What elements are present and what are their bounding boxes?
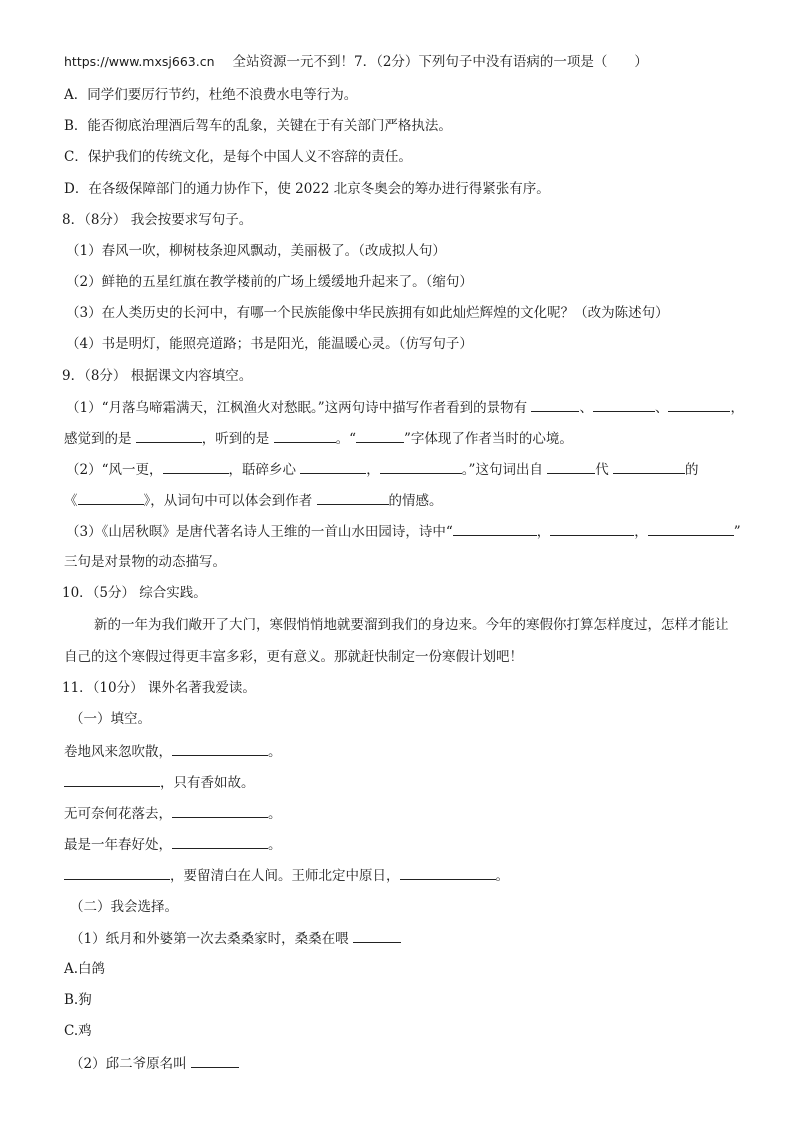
q9-text: 感觉到的是 [64,431,132,447]
answer-blank[interactable] [547,459,595,474]
choice-option-c[interactable]: C.鸡 [64,1023,92,1039]
q9-part2-line2 [64,490,754,511]
answer-blank[interactable] [613,459,685,474]
poem-text: ，要留清白在人间。王师北定中原日， [170,868,400,884]
q10-paragraph-line2: 自己的这个寒假过得更丰富多彩，更有意义。那就赶快制定一份寒假计划吧！ [64,649,523,665]
answer-blank[interactable] [453,521,537,536]
answer-blank[interactable] [353,928,401,943]
q11-section-fill: （一）填空。 [70,711,151,727]
choice-option-b[interactable]: B.狗 [64,992,92,1008]
q11-fill-4 [64,834,754,855]
q7-stem: 7．（2分）下列句子中没有语病的一项是（ ） [354,54,648,70]
q9-text: ，听到的是 [201,431,270,447]
poem-text: 最是一年春好处， [64,837,172,853]
q9-text: （3）《山居秋暝》是唐代著名诗人王维的一首山水田园诗，诗中“ [66,524,453,540]
q7-option-d: D．在各级保障部门的通力协作下，使 2022 北京冬奥会的筹办进行得紧张有序。 [64,181,550,197]
q9-text: 》，从词句中可以体会到作者 [143,493,313,509]
q7-option-c: C．保护我们的传统文化，是每个中国人义不容辞的责任。 [64,149,412,165]
answer-blank[interactable] [356,428,404,443]
answer-blank[interactable] [531,397,579,412]
q11-choice-2 [70,1053,754,1074]
choice-option-a[interactable]: A.白鸽 [64,961,106,977]
q9-text: 。“ [335,431,356,447]
q11-fill-1 [64,741,754,762]
q8-item-2: （2）鲜艳的五星红旗在教学楼前的广场上缓缓地升起来了。（缩句） [66,274,473,290]
period: 。 [268,837,282,853]
q8-item-3: （3）在人类历史的长河中，有哪一个民族能像中华民族拥有如此灿烂辉煌的文化呢？（改为陈述句） [66,305,669,321]
q9-text: ， [366,462,380,478]
choice-question: （2）邱二爷原名叫 [70,1056,187,1072]
poem-text: 无可奈何花落去， [64,806,172,822]
q10-paragraph-line1: 新的一年为我们敞开了大门，寒假悄悄地就要溜到我们的身边来。今年的寒假你打算怎样度过，怎样才能让 [94,617,729,633]
q7-option-b: B．能否彻底治理酒后驾车的乱象，关键在于有关部门严格执法。 [64,118,452,134]
q8-item-4: （4）书是明灯，能照亮道路；书是阳光，能温暖心灵。（仿写句子） [66,336,473,352]
q11-fill-3 [64,803,754,824]
poem-text: 卷地风来忽吹散， [64,744,172,760]
answer-blank[interactable] [172,834,268,849]
q10-stem: 10．（5分） 综合实践。 [62,585,207,601]
q9-stem: 9．（8分） 根据课文内容填空。 [62,368,253,384]
answer-blank[interactable] [191,1053,239,1068]
answer-blank[interactable] [64,865,170,880]
q9-part3-line1: （3）《山居秋暝》是唐代著名诗人王维的一首山水田园诗，诗中“ ， ， ” [66,521,754,542]
answer-blank[interactable] [668,397,730,412]
q9-text: ”字体现了作者当时的心境。 [404,431,573,447]
answer-blank[interactable] [64,772,160,787]
answer-blank[interactable] [300,459,366,474]
answer-blank[interactable] [380,459,462,474]
answer-blank[interactable] [274,428,336,443]
answer-blank[interactable] [550,521,634,536]
period: 。 [268,806,282,822]
period: 。 [495,868,509,884]
answer-blank[interactable] [648,521,734,536]
q9-part1-line1: （1）“月落乌啼霜满天，江枫渔火对愁眠。”这两句诗中描写作者看到的景物有 、 、 ， [66,397,754,418]
q9-text: ，聒碎乡心 [228,462,296,478]
q9-part3-line2: 三句是对景物的动态描写。 [64,554,226,570]
answer-blank[interactable] [317,490,389,505]
q9-text: 《 [64,493,78,509]
q11-section-choice: （二）我会选择。 [70,899,178,915]
site-url[interactable]: https://www.mxsj663.cn [64,54,215,69]
period: 。 [268,744,282,760]
answer-blank[interactable] [400,865,496,880]
q9-text: 代 [595,462,609,478]
q9-text: 的 [685,462,699,478]
answer-blank[interactable] [136,428,202,443]
q11-fill-5 [64,865,754,886]
poem-text: ，只有香如故。 [160,775,255,791]
q9-text: （2）“风一更， [66,462,163,478]
q9-part1-line2 [64,428,754,449]
q8-item-1: （1）春风一吹，柳树枝条迎风飘动，美丽极了。（改成拟人句） [66,243,446,259]
site-slogan: 全站资源一元不到！ [232,54,354,70]
answer-blank[interactable] [163,459,229,474]
answer-blank[interactable] [172,803,268,818]
choice-question: （1）纸月和外婆第一次去桑桑家时，桑桑在喂 [70,931,349,947]
q11-stem: 11．（10分） 课外名著我爱读。 [62,680,256,696]
answer-blank[interactable] [78,490,144,505]
q8-stem: 8．（8分） 我会按要求写句子。 [62,212,253,228]
q11-choice-1 [70,928,754,949]
header-line [64,52,754,72]
q9-part1-text: （1）“月落乌啼霜满天，江枫渔火对愁眠。”这两句诗中描写作者看到的景物有 [66,400,528,416]
q11-fill-2 [64,772,754,793]
q9-text: 的情感。 [388,493,443,509]
answer-blank[interactable] [593,397,655,412]
answer-blank[interactable] [172,741,268,756]
q9-part2-line1 [66,459,754,480]
q9-text: 。”这句词出自 [461,462,543,478]
q7-option-a: A．同学们要厉行节约，杜绝不浪费水电等行为。 [64,87,358,103]
